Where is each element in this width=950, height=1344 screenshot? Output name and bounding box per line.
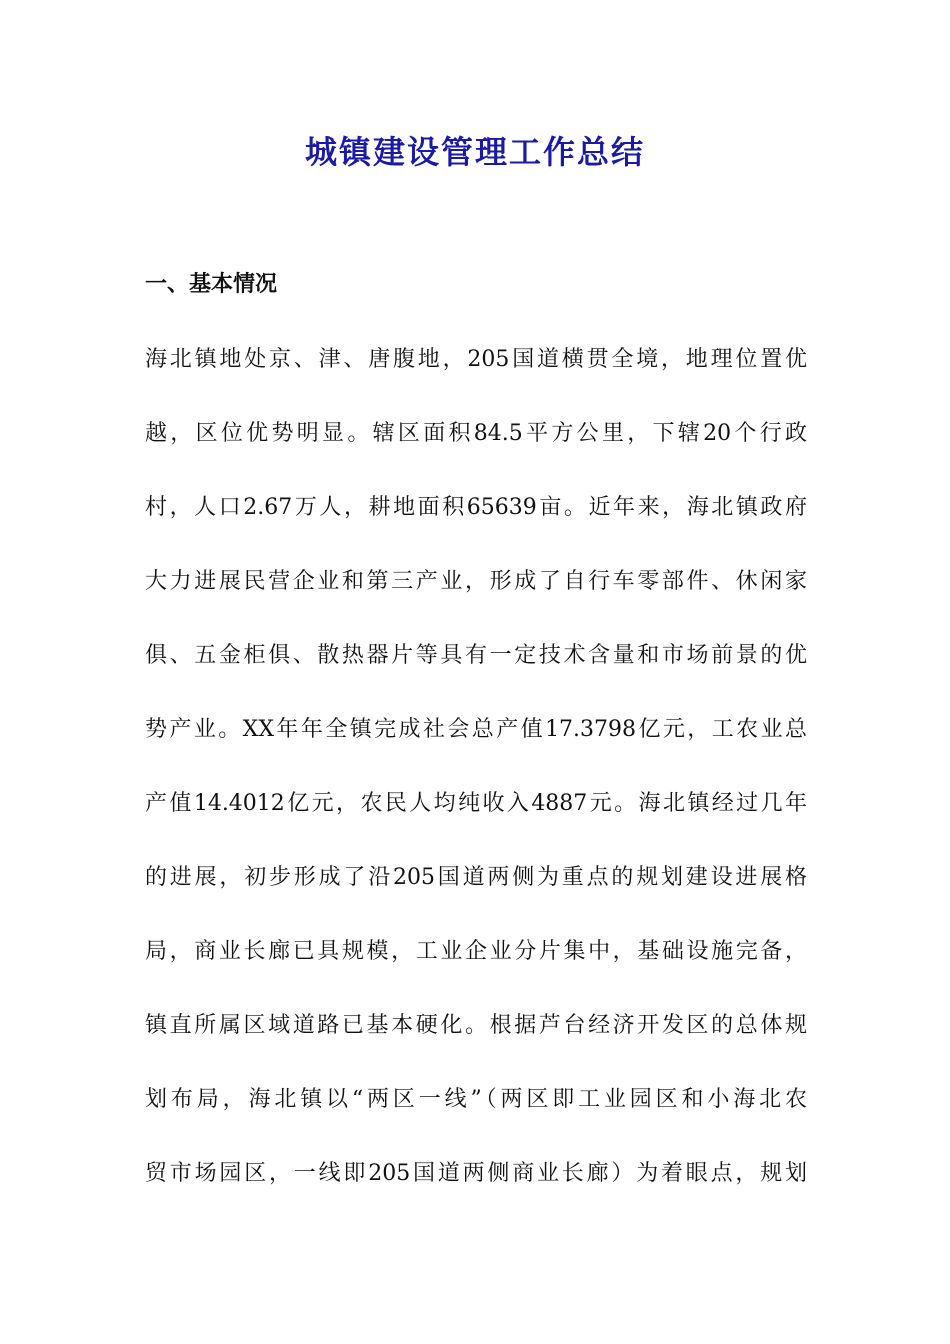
paragraph-line: 势产业。XX年年全镇完成社会总产值17.3798亿元，工农业总 — [145, 717, 807, 742]
page-title: 城镇建设管理工作总结 — [304, 133, 645, 171]
paragraph-line: 越，区位优势明显。辖区面积84.5平方公里，下辖20个行政 — [145, 421, 807, 446]
paragraph-line: 的进展，初步形成了沿205国道两侧为重点的规划建设进展格 — [145, 865, 807, 890]
paragraph-line: 俱、五金柜俱、散热器片等具有一定技术含量和市场前景的优 — [145, 643, 807, 668]
paragraph-line: 大力进展民营企业和第三产业，形成了自行车零部件、休闲家 — [145, 569, 807, 594]
body-paragraph — [145, 339, 807, 1227]
paragraph-line: 村，人口2.67万人，耕地面积65639亩。近年来，海北镇政府 — [145, 495, 807, 520]
paragraph-line: 贸市场园区，一线即205国道两侧商业长廊）为着眼点，规划 — [145, 1161, 807, 1186]
paragraph-line: 产值14.4012亿元，农民人均纯收入4887元。海北镇经过几年 — [145, 791, 807, 816]
paragraph-line: 海北镇地处京、津、唐腹地，205国道横贯全境，地理位置优 — [145, 347, 807, 372]
section-heading: 一、基本情况 — [145, 271, 278, 297]
paragraph-line: 划布局，海北镇以“两区一线”（两区即工业园区和小海北农 — [145, 1087, 807, 1112]
paragraph-line: 局，商业长廊已具规模，工业企业分片集中，基础设施完备， — [145, 939, 807, 964]
paragraph-line: 镇直所属区域道路已基本硬化。根据芦台经济开发区的总体规 — [145, 1013, 807, 1038]
